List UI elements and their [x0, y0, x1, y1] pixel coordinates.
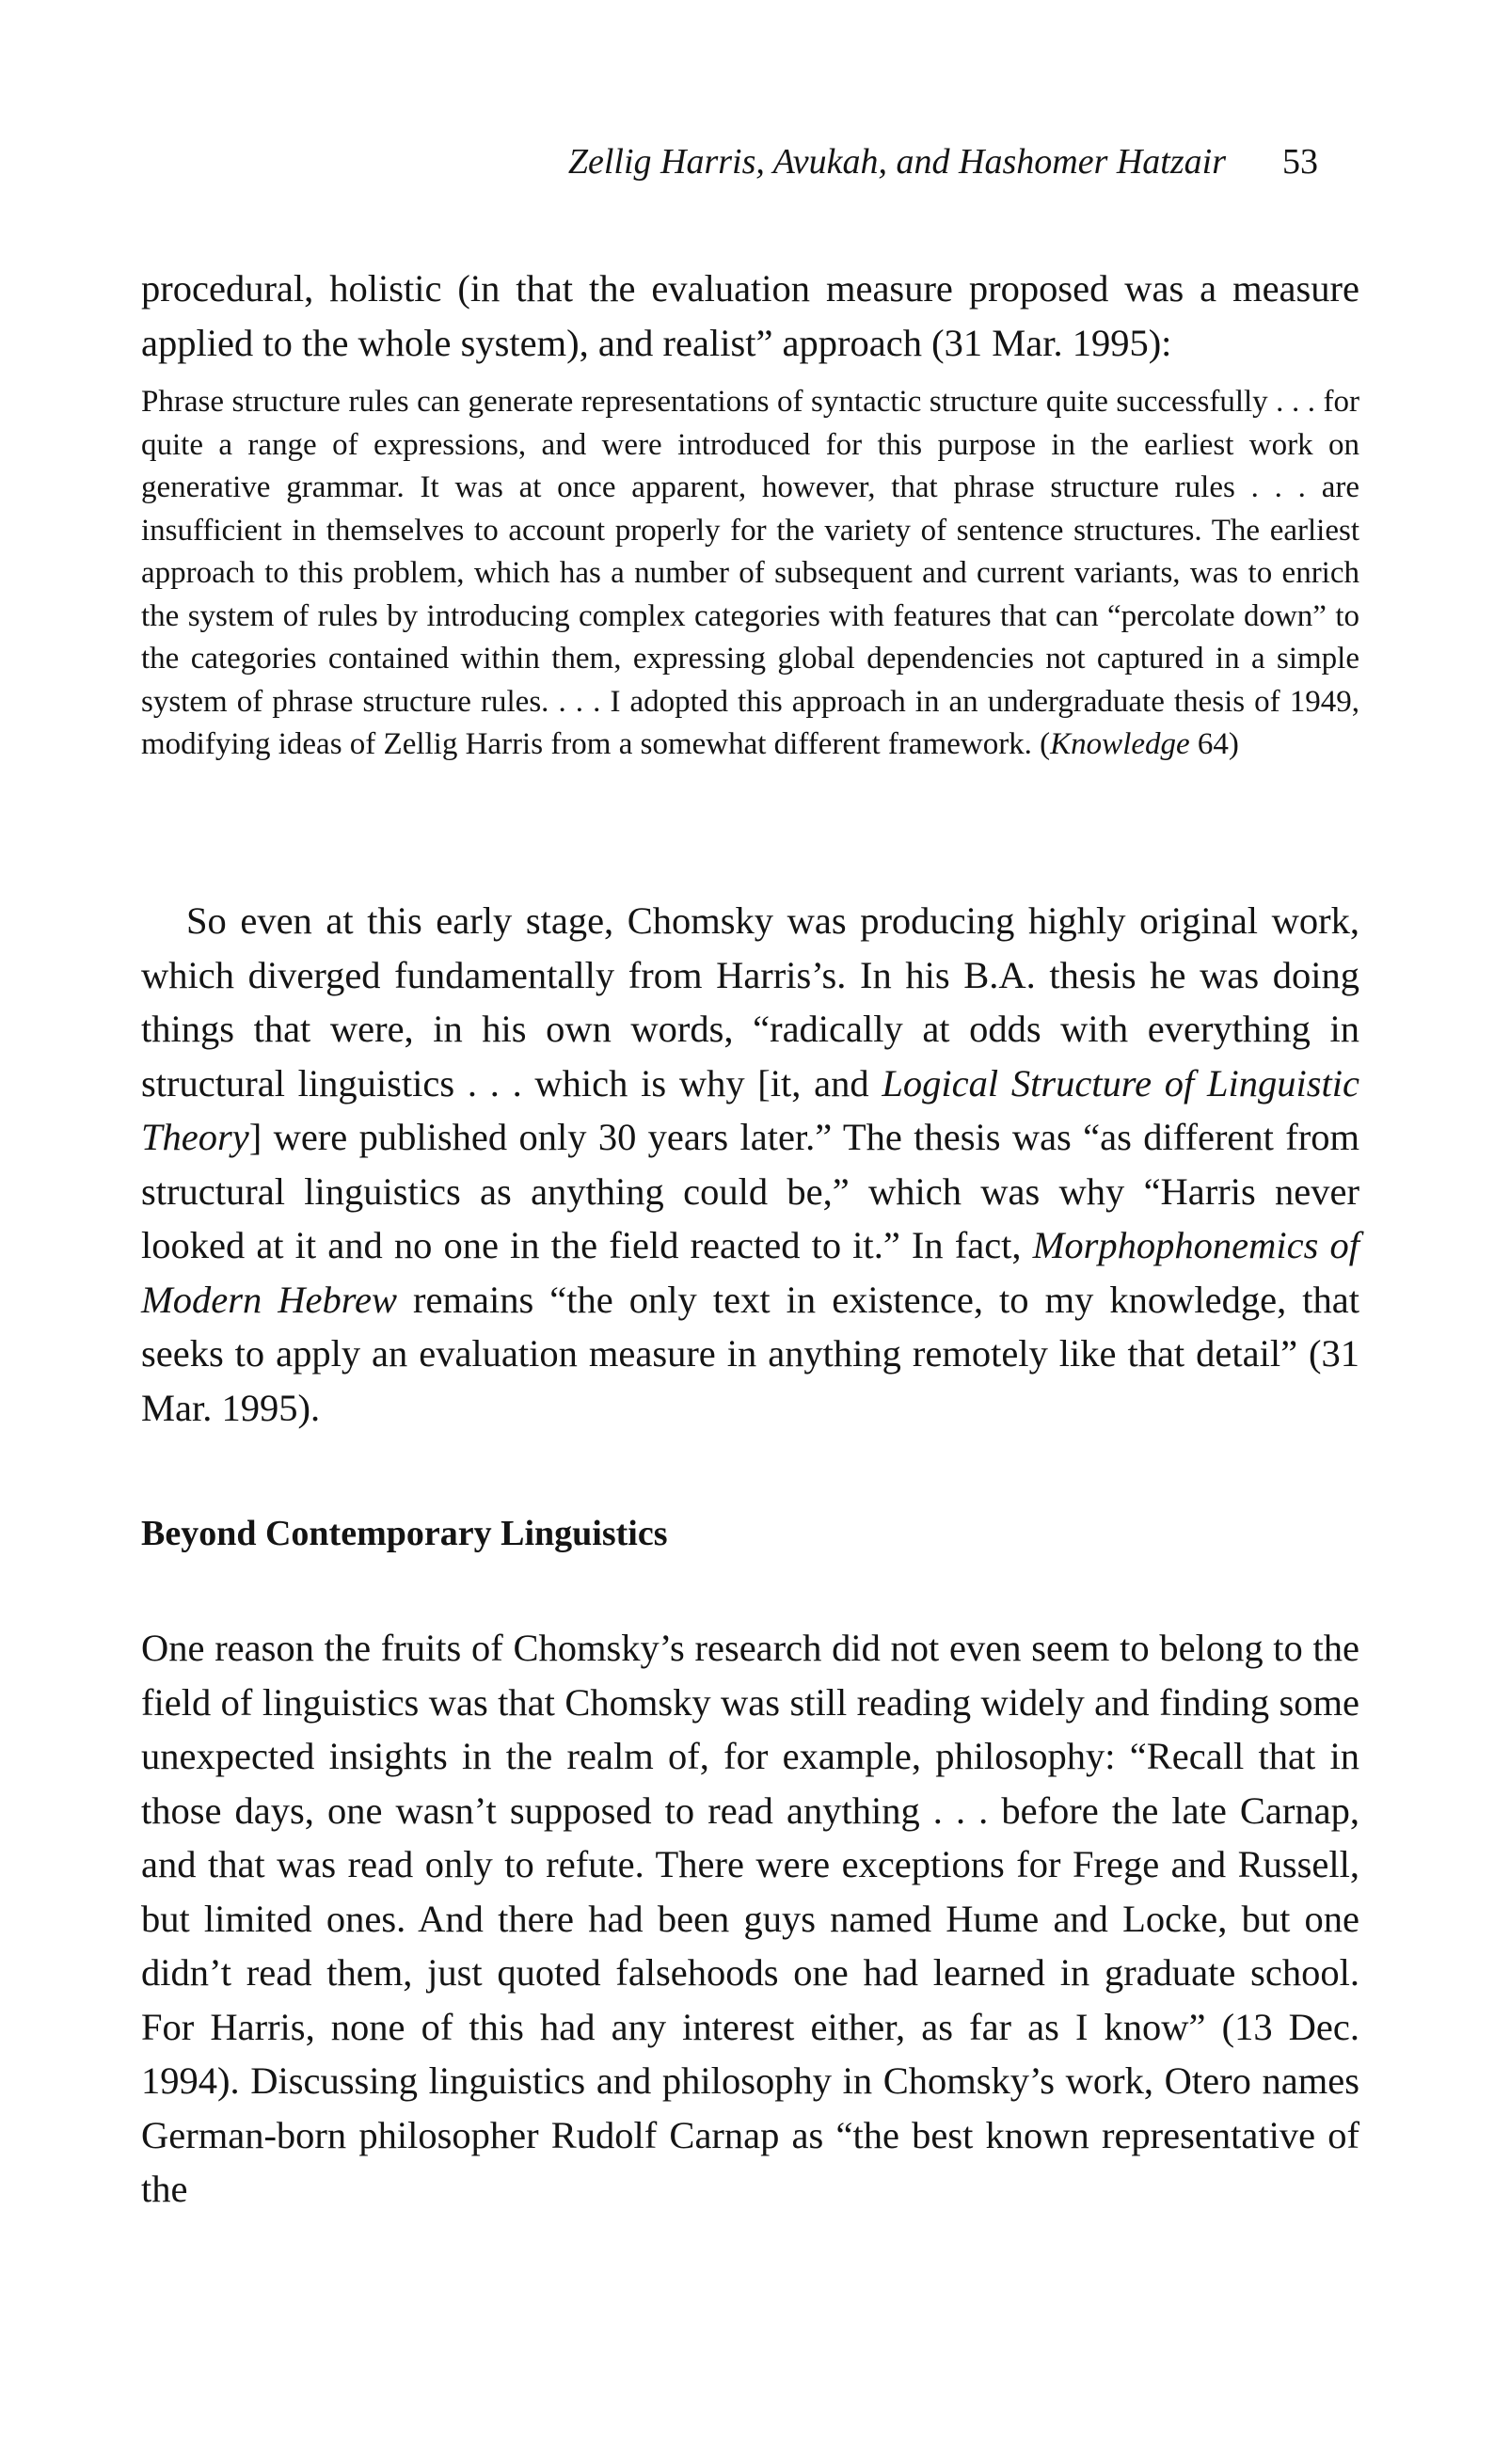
- second-paragraph-text-1: So even at this early stage, Chomsky was producing highly original work, which diverged fundamentally from Harris’s. In his B.A. thesis he was doing things that were, in his own words, “radically at odds with everything in structural linguistics . . . which is why [it, and: [141, 899, 1359, 1105]
- citation-title: Knowledge: [1050, 727, 1190, 761]
- running-head: [568, 141, 1318, 183]
- section-heading-block: [141, 1513, 1359, 1554]
- third-paragraph: One reason the fruits of Chomsky’s research did not even seem to belong to the field of linguistics was that Chomsky was still reading widely and finding some unexpected insights in the realm of, for example, philosophy: “Recall that in those days, one wasn’t supposed to read anything . . . before the late Carnap, and that was read only to refute. There were exceptions for Frege and Russell, but limited ones. And there had been guys named Hume and Locke, but one didn’t read them, just quoted falsehoods one had learned in graduate school. For Harris, none of this had any interest either, as far as I know” (13 Dec. 1994). Discussing linguistics and philosophy in Chomsky’s work, Otero names German-born philosopher Rudolf Carnap as “the best known representative of the: [141, 1627, 1359, 2210]
- second-paragraph-block: [141, 894, 1359, 1435]
- block-quote: [141, 381, 1359, 767]
- page-number: 53: [1282, 142, 1318, 182]
- third-paragraph-block: [141, 1621, 1359, 2217]
- opening-paragraph-block: [141, 262, 1359, 370]
- running-head-title: Zellig Harris, Avukah, and Hashomer Hatzair: [567, 142, 1226, 182]
- block-quote-text: Phrase structure rules can generate representations of syntactic structure quite successfully . . . for quite a range of expressions, and were introduced for this purpose in the earliest work on generative grammar. It was at once apparent, however, that phrase structure rules . . . are insufficient in themselves to account properly for the variety of sentence structures. The earliest approach to this problem, which has a number of subsequent and current variants, was to enrich the system of rules by introducing complex categories with features that can “percolate down” to the categories contained within them, expressing global dependencies not captured in a simple system of phrase structure rules. . . . I adopted this approach in an undergraduate thesis of 1949, modifying ideas of Zellig Harris from a somewhat different framework. (: [141, 385, 1359, 761]
- opening-paragraph: procedural, holistic (in that the evaluation measure proposed was a measure applied to the whole system), and realist” approach (31 Mar. 1995):: [141, 267, 1359, 364]
- citation-page: 64): [1189, 727, 1239, 761]
- second-paragraph-text-3: remains “the only text in existence, to my knowledge, that seeks to apply an evaluation measure in anything remotely like that detail” (31 Mar. 1995).: [141, 1278, 1359, 1429]
- work-title-morphophonemics: Morphophonemics of Modern Hebrew: [141, 1224, 1359, 1321]
- second-paragraph: [141, 894, 1359, 1435]
- block-quote-container: [141, 381, 1359, 767]
- work-title-logical-structure: Logical Structure of Linguistic Theory: [141, 1061, 1359, 1158]
- section-heading: Beyond Contemporary Linguistics: [141, 1514, 668, 1553]
- second-paragraph-text-2: ] were published only 30 years later.” The thesis was “as different from structural linguistics as anything could be,” which was why “Harris never looked at it and no one in the field reacted to it.” In fact,: [141, 1116, 1359, 1266]
